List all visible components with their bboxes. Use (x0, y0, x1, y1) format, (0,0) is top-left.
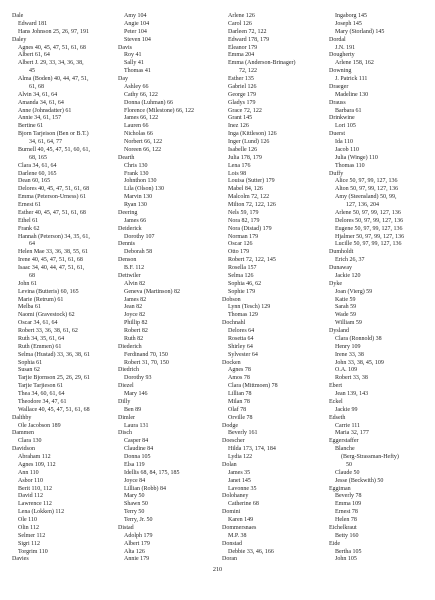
surname-heading: Eide (329, 540, 340, 547)
index-entry: Sophia 61 (18, 359, 43, 366)
surname-heading: Dodge (222, 422, 238, 429)
index-entry: Lillian (Robb) 84 (124, 485, 166, 492)
index-entry: Clara (Ronnold) 38 (335, 335, 382, 342)
index-entry: Claude 50 (335, 469, 360, 476)
index-entry: Ashley 66 (124, 83, 149, 90)
index-entry: Emma (Peterson-Urness) 61 (18, 194, 86, 201)
index-entry: Wade 59 (335, 312, 357, 319)
index-entry: Burnell 40, 45, 47, 51, 60, 61, (18, 146, 90, 153)
index-entry: Lucille 50, 97, 99, 127, 136 (335, 241, 402, 248)
surname-heading: Dordal (329, 36, 346, 43)
surname-heading: Dobson (222, 296, 241, 303)
index-entry: Lois 98 (228, 170, 247, 177)
index-entry: Dorothy 107 (124, 233, 155, 240)
index-entry: Joan (Vierg) 59 (335, 288, 373, 295)
index-entry: Melba 61 (18, 304, 41, 311)
index-entry: John 61 (18, 280, 37, 287)
index-entry: Abraham 112 (18, 454, 51, 460)
surname-heading: Dolohaney (222, 493, 249, 500)
index-entry: Alma (Boden) 40, 44, 47, 51, (18, 76, 89, 82)
index-entry: Jackie 120 (335, 272, 361, 279)
index-entry: Torgrim 110 (18, 548, 48, 555)
index-entry: Ole Jacobson 189 (18, 422, 61, 429)
index-entry: Alta 126 (124, 548, 145, 555)
surname-heading: Distad (118, 524, 134, 531)
index-entry: Amanda 34, 61, 64 (18, 99, 64, 106)
index-entry: Arlene 158, 162 (335, 60, 374, 67)
index-entry: Ernest 78 (335, 509, 358, 516)
index-entry: M.P. 38 (228, 532, 247, 539)
index-entry: Milan 78 (228, 398, 250, 405)
index-entry: 68, 165 (29, 154, 47, 161)
surname-heading: Drauss (329, 99, 346, 106)
index-entry: Lori 105 (335, 123, 356, 130)
index-entry: Clara (Mittmoen) 78 (228, 383, 278, 390)
index-entry: Agnes 109, 112 (18, 461, 56, 468)
surname-heading: Deiderick (118, 225, 142, 232)
index-entry: Shirley 64 (228, 343, 253, 350)
index-entry: 72, 122 (239, 68, 257, 75)
index-entry: Sophie 179 (228, 288, 256, 295)
index-entry: James 35 (228, 469, 251, 476)
index-entry: 127, 136, 204 (346, 202, 379, 208)
index-entry: Selma (Hustad) 33, 36, 38, 61 (18, 351, 90, 358)
index-entry: Mary (Storland) 145 (335, 28, 385, 35)
index-column-3 (222, 13, 325, 564)
surname-heading: Docken (222, 359, 241, 366)
index-entry: Bjorn Tarjeison (Ben or B.T.) (18, 131, 89, 138)
surname-heading: Doran (222, 556, 237, 563)
surname-heading: Downing (329, 68, 352, 75)
index-entry: Milton 72, 122, 126 (228, 202, 276, 208)
surname-heading: Davies (12, 556, 29, 563)
index-entry: Clara 34, 61, 64 (18, 162, 57, 169)
index-entry: Mary 50 (124, 493, 145, 500)
index-entry: Anne (Johnsdatter) 61 (18, 107, 72, 114)
index-entry: Barbara 61 (335, 107, 362, 114)
index-entry: Cathy 66, 122 (124, 91, 158, 98)
index-entry: Inga (Kittleson) 126 (228, 131, 277, 138)
surname-heading: Diedrich (118, 367, 139, 374)
index-entry: Oscar 126 (228, 241, 253, 248)
index-entry: Gabriel 126 (228, 83, 257, 90)
index-entry: Albert 61, 64 (18, 52, 50, 59)
index-entry: Albert 179 (124, 540, 150, 547)
index-entry: Sarah 59 (335, 304, 357, 311)
index-entry: Jesse (Beckwith) 50 (335, 477, 384, 484)
index-entry: Ingaborg 145 (335, 13, 368, 19)
index-entry: Beverly 78 (335, 493, 362, 500)
index-entry: Edward 181 (18, 20, 48, 27)
surname-heading: Dilly (118, 398, 131, 405)
index-entry: Donna 105 (124, 454, 151, 460)
index-entry: Grant 145 (228, 115, 253, 122)
index-entry: Laura 131 (124, 422, 149, 429)
index-entry: Levina (Butteris) 60, 165 (18, 288, 79, 295)
index-entry: Norbert 66, 122 (124, 139, 163, 145)
index-entry: Claudine 84 (124, 446, 154, 453)
index-entry: Amy (Steensland) 50, 99, (335, 194, 397, 201)
surname-heading: Dommersnaes (222, 524, 257, 531)
index-entry: Lena 176 (228, 162, 251, 169)
index-entry: Ruth 34, 35, 61, 64 (18, 335, 65, 342)
surname-heading: Duerst (329, 131, 345, 138)
index-entry: Tarjie Bjornson 25, 26, 29, 61 (18, 375, 90, 382)
surname-heading: Day (118, 76, 128, 82)
index-entry: Naomi (Gravestock) 62 (18, 312, 75, 319)
index-entry: Sylvester 64 (228, 351, 258, 358)
index-entry: Lydia 122 (228, 454, 253, 460)
surname-heading: Dysland (329, 328, 349, 334)
index-entry: David 112 (18, 493, 43, 500)
index-entry: Ida 110 (335, 139, 353, 145)
surname-heading: Eichelkraut (329, 524, 357, 531)
index-entry: Nora 82, 179 (228, 217, 260, 224)
surname-heading: Dale (12, 13, 24, 19)
index-entry: John 33, 38, 45, 109 (335, 359, 384, 366)
index-entry: Ben 89 (124, 406, 142, 413)
index-entry: Catherine 68 (228, 501, 259, 508)
index-entry: Darleen 72, 122 (228, 28, 267, 35)
index-entry: Deborah 58 (124, 249, 153, 256)
surname-heading: Diezel (118, 383, 134, 390)
index-entry: Bertha 105 (335, 548, 362, 555)
index-entry: Chris 130 (124, 162, 148, 169)
index-entry: Steven 104 (124, 36, 151, 43)
index-entry: Jean 139, 143 (335, 391, 369, 397)
index-entry: Isabelle 126 (228, 146, 258, 153)
surname-heading: Dolan (222, 461, 237, 468)
index-entry: Susan 62 (18, 367, 40, 374)
index-entry: Shawn 50 (124, 501, 148, 508)
index-entry: Beverly 161 (228, 430, 258, 437)
index-entry: James 66, 122 (124, 115, 159, 122)
index-entry: Sophia 46, 62 (228, 280, 262, 287)
index-entry: George 179 (228, 91, 257, 98)
index-entry: Emma 109 (335, 501, 362, 508)
surname-heading: Donstad (222, 540, 242, 547)
index-entry: Darlene 60, 165 (18, 170, 57, 177)
index-entry: Roy 41 (124, 52, 142, 59)
index-entry: Thomas 110 (335, 162, 365, 169)
index-entry: Adolph 179 (124, 532, 153, 539)
index-entry: William 59 (335, 320, 362, 327)
index-entry: Lila (Olson) 130 (124, 186, 164, 193)
index-entry: Robert 33, 36, 38, 61, 62 (18, 328, 78, 334)
index-entry: Jean 82 (124, 304, 143, 311)
index-entry: Nicholas 66 (124, 131, 153, 138)
index-entry: Agnes 40, 45, 47, 51, 61, 68 (18, 44, 86, 51)
index-entry: Geneva (Martinson) 82 (124, 288, 180, 295)
index-entry: Norman 179 (228, 233, 259, 240)
index-entry: Phillip 82 (124, 320, 148, 327)
surname-heading: Dearth (118, 154, 135, 161)
index-entry: Thea 34, 60, 61, 64 (18, 391, 65, 397)
index-entry: Emma 204 (228, 52, 255, 59)
index-entry: Hans Johnson 25, 26, 97, 191 (18, 28, 90, 35)
index-entry: Madeline 130 (335, 91, 369, 98)
index-entry: Thomas 129 (228, 312, 258, 319)
index-entry: J.N. 191 (335, 44, 356, 51)
surname-heading: Domini (222, 509, 241, 516)
index-entry: Robert 72, 122, 145 (228, 257, 276, 264)
index-entry: Thomas 41 (124, 68, 151, 75)
index-entry: 34, 61, 64, 77 (29, 139, 62, 145)
index-entry: Theodore 34, 47, 61 (18, 398, 67, 405)
index-entry: Joyce 84 (124, 477, 146, 484)
index-entry: Gladys 179 (228, 99, 256, 106)
index-entry: Terry 50 (124, 509, 145, 516)
index-entry: Karen 149 (228, 517, 254, 523)
index-entry: Lauren 66 (124, 123, 149, 130)
index-entry: Janet 145 (228, 477, 251, 484)
index-entry: Peter 104 (124, 28, 147, 35)
index-entry: Jacob 110 (335, 146, 359, 153)
surname-heading: Dettwiler (118, 272, 141, 279)
index-entry: Hannah (Peterson) 34, 35, 61, (18, 233, 90, 240)
index-column-4 (329, 13, 429, 564)
index-entry: Malcolm 72, 122 (228, 194, 270, 201)
index-entry: Blanche (335, 446, 355, 453)
surname-heading: Dammen (12, 430, 34, 437)
index-entry: Asbor 110 (18, 477, 43, 484)
index-entry: Robert 82 (124, 328, 148, 334)
surname-heading: Drinkwine (329, 115, 355, 122)
index-entry: Katie 59 (335, 296, 356, 303)
index-entry: Nels 59, 179 (228, 209, 259, 216)
surname-heading: Dumholdt (329, 249, 354, 256)
index-entry: Ernest 61 (18, 202, 41, 208)
surname-heading: Eggerstaffer (329, 438, 359, 445)
index-entry: Olin 112 (18, 524, 39, 531)
surname-heading: Daley (12, 36, 27, 43)
index-entry: Jackie 99 (335, 406, 358, 413)
index-entry: Rosella 157 (228, 265, 257, 271)
index-entry: Esther 40, 45, 47, 51, 61, 68 (18, 209, 86, 216)
surname-heading: Dennis (118, 241, 135, 248)
surname-heading: Davidson (12, 446, 35, 453)
index-entry: Irene 40, 45, 47, 51, 61, 68 (18, 257, 83, 264)
index-entry: Betty 160 (335, 532, 359, 539)
index-column-2 (118, 13, 218, 564)
index-entry: Erich 26, 37 (335, 257, 365, 264)
index-entry: Robert 33, 38 (335, 375, 368, 382)
index-entry: 68 (29, 272, 35, 279)
index-entry: Lavonne 35 (228, 485, 257, 492)
index-entry: Noreen 66, 122 (124, 146, 162, 153)
index-entry: Isaac 34, 40, 44, 47, 51, 61, (18, 265, 85, 271)
surname-heading: Denson (118, 257, 137, 264)
index-entry: Delores 40, 45, 47, 51, 61, 68 (18, 186, 90, 193)
index-entry: 50 (346, 461, 352, 468)
index-entry: Eleanor 179 (228, 44, 258, 51)
surname-heading: Dougherty (329, 52, 355, 59)
index-entry: Sally 41 (124, 60, 144, 67)
index-entry: Rosetta 64 (228, 335, 254, 342)
index-entry: Marvin 130 (124, 194, 153, 201)
index-entry: Julia 178, 179 (228, 154, 262, 161)
index-entry: Selma 126 (228, 272, 254, 279)
index-entry: Sigri 112 (18, 540, 40, 547)
index-entry: Angie 104 (124, 20, 150, 27)
index-entry: Edward 178, 179 (228, 36, 270, 43)
surname-heading: Deering (118, 209, 138, 216)
index-entry: Maria 32, 177 (335, 430, 369, 437)
index-entry: B.F. 112 (124, 265, 145, 271)
index-entry: Florence (Milestone) 66, 122 (124, 107, 194, 114)
index-entry: Mary 146 (124, 391, 148, 397)
index-entry: Julia (Winge) 110 (335, 154, 378, 161)
index-entry: James 82 (124, 296, 147, 303)
index-entry: Robert 31, 70, 150 (124, 359, 169, 366)
index-entry: Casper 84 (124, 438, 149, 445)
surname-heading: Diederich (118, 343, 142, 350)
surname-heading: Eckel (329, 398, 343, 405)
index-entry: Bertine 61 (18, 123, 44, 130)
index-entry: Delores 64 (228, 328, 255, 334)
index-entry: Amy 104 (124, 13, 147, 19)
surname-heading: Doescher (222, 438, 245, 445)
surname-heading: Davis (118, 44, 132, 51)
surname-heading: Edseth (329, 414, 346, 421)
index-entry: Marie (Retrum) 61 (18, 296, 64, 303)
index-entry: Carrie 111 (335, 422, 361, 429)
index-entry: Eugene 50, 97, 99, 127, 136 (335, 225, 403, 232)
index-entry: Alton 50, 97, 99, 127, 136 (335, 186, 399, 193)
surname-heading: Dyke (329, 280, 342, 287)
index-entry: Louisa (Sutter) 179 (228, 178, 275, 185)
index-entry: Grace 72, 122 (228, 107, 262, 114)
index-entry: Helen 78 (335, 517, 357, 523)
index-entry: Ole 110 (18, 517, 37, 523)
index-entry: Debbie 33, 46, 166 (228, 548, 274, 555)
index-entry: Terry, Jr. 50 (124, 517, 153, 523)
surname-heading: Eggiman (329, 485, 351, 492)
index-entry: Orville 78 (228, 414, 253, 421)
index-entry: Frank 62 (18, 225, 40, 232)
index-entry: Lynn (Tesch) 129 (228, 304, 271, 311)
index-entry: Albert J. 29, 33, 34, 36, 38, (18, 60, 84, 67)
index-entry: Lawrence 112 (18, 501, 52, 508)
index-entry: Alvin 34, 61, 64 (18, 91, 58, 98)
index-entry: Selmer 112 (18, 532, 46, 539)
index-entry: Joseph 145 (335, 20, 362, 27)
index-entry: J. Patrick 111 (335, 76, 368, 82)
index-entry: Dean 60, 165 (18, 178, 51, 185)
index-entry: Amos 78 (228, 375, 250, 382)
index-column-1 (12, 13, 114, 564)
index-entry: 61, 68 (29, 83, 44, 90)
index-entry: Esther 135 (228, 76, 254, 82)
index-entry: Irene 33, 38 (335, 351, 364, 358)
index-entry: Otto 179 (228, 249, 250, 256)
index-entry: Ruth 82 (124, 335, 144, 342)
index-entry: Elsa 119 (124, 461, 145, 468)
index-entry: Nora (Distad) 179 (228, 225, 272, 232)
index-entry: Arlene 50, 97, 99, 127, 136 (335, 209, 401, 216)
index-entry: Ryan 130 (124, 202, 147, 208)
index-entry: Ruth (Emmen) 61 (18, 343, 62, 350)
index-entry: Idellis 68, 84, 175, 185 (124, 469, 180, 476)
index-entry: Clara 130 (18, 438, 42, 445)
index-entry: Lena (Lokken) 112 (18, 509, 65, 516)
index-entry: John 105 (335, 556, 357, 563)
index-entry: James 66 (124, 217, 147, 224)
index-entry: Wallace 40, 45, 47, 51, 61, 68 (18, 406, 90, 413)
surname-heading: Dochnahl (222, 320, 246, 327)
page-number: 210 (212, 566, 223, 573)
index-entry: Tarjie Tarjieson 61 (18, 383, 64, 390)
index-entry: O.A. 109 (335, 367, 358, 374)
surname-heading: Dalthby (12, 414, 32, 421)
surname-heading: Duffy (329, 170, 344, 177)
index-entry: Ann 110 (18, 469, 39, 476)
index-entry: Annie 179 (124, 556, 150, 563)
index-entry: (Berg-Strassman-Hefty) (341, 454, 399, 460)
index-entry: Frank 130 (124, 170, 149, 177)
index-entry: 64 (29, 241, 35, 248)
index-entry: Henry 109 (335, 343, 361, 350)
index-entry: Oscar 34, 61, 64 (18, 320, 58, 327)
index-entry: Joyce 82 (124, 312, 146, 319)
index-entry: Carol 126 (228, 20, 252, 27)
index-entry: Inger (Lund) 126 (228, 139, 270, 145)
index-entry: Olaf 78 (228, 406, 247, 413)
index-entry: Annie 34, 61, 157 (18, 115, 62, 122)
surname-heading: Draeger (329, 83, 349, 90)
surname-heading: Disch (118, 430, 132, 437)
index-entry: Helen Mae 33, 36, 38, 55, 61 (18, 249, 88, 256)
index-entry: Hilda 173, 174, 184 (228, 446, 276, 453)
index-entry: Agnes 78 (228, 367, 251, 374)
index-entry: Alice 50, 97, 99, 127, 136 (335, 178, 398, 185)
index-entry: Berit 110, 112 (18, 485, 53, 492)
index-entry: Arlene 126 (228, 13, 255, 19)
index-entry: Mabel 84, 126 (228, 186, 263, 193)
surname-heading: Ebert (329, 383, 342, 390)
index-entry: Ethel 61 (18, 217, 39, 224)
index-entry: Emma (Anderson-Brinager) (228, 60, 296, 67)
index-entry: 45 (29, 68, 35, 75)
index-entry: Inez 126 (228, 123, 249, 130)
index-entry: Hjalmer 50, 97, 99, 127, 136 (335, 233, 405, 240)
index-entry: Delores 50, 97, 99, 127, 136 (335, 217, 404, 224)
index-entry: Dorothy 93 (124, 375, 152, 382)
index-entry: Ferdinand 70, 150 (124, 351, 168, 358)
surname-heading: Dimler (118, 414, 135, 421)
index-entry: Johnthon 130 (124, 178, 157, 185)
surname-heading: Dunaway (329, 265, 352, 271)
index-entry: Donna (Luhman) 66 (124, 99, 173, 106)
index-entry: Lillian 78 (228, 391, 252, 397)
index-entry: Alvin 82 (124, 280, 146, 287)
